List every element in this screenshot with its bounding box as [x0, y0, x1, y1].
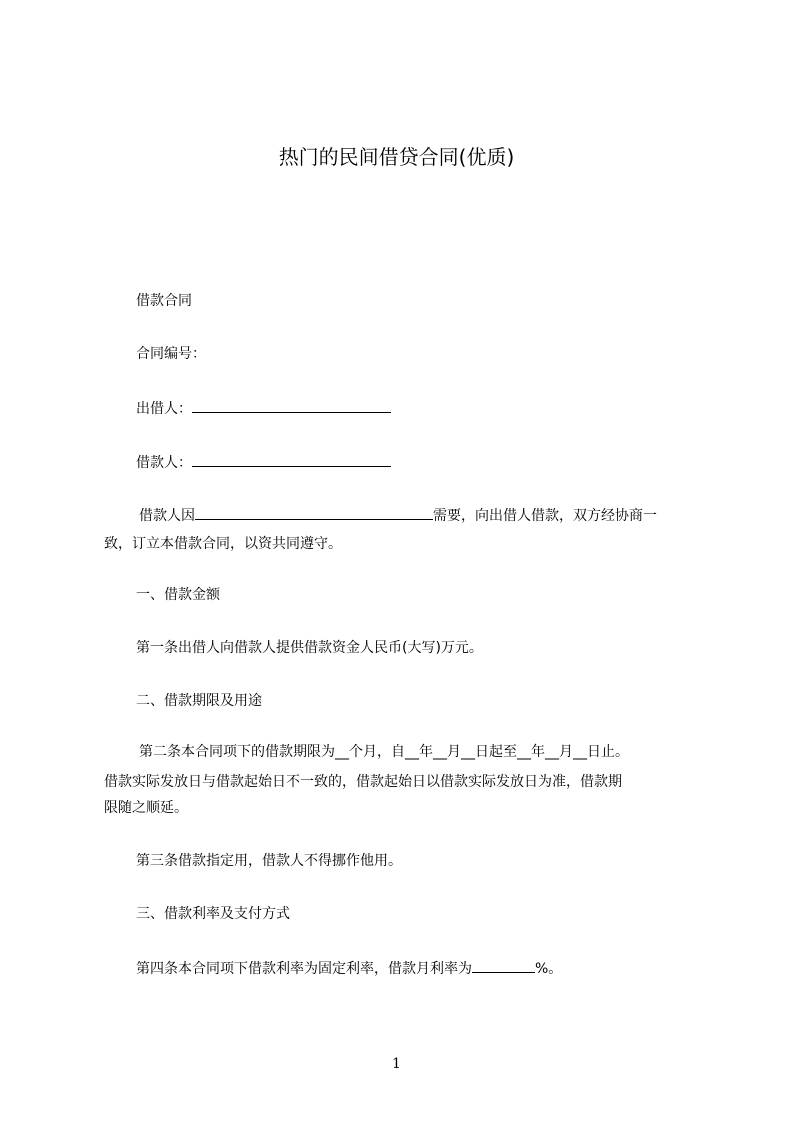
page-number: 1 — [392, 1056, 401, 1072]
article-2-line-2: 借款实际发放日与借款起始日不一致的，借款起始日以借款实际发放日为准，借款期 — [104, 774, 622, 790]
purpose-prefix: 借款人因 — [139, 508, 195, 524]
document-title: 热门的民间借贷合同(优质) — [278, 145, 515, 169]
lender-blank-line[interactable] — [192, 397, 391, 413]
article-3: 第三条借款指定用，借款人不得挪作他用。 — [136, 853, 402, 869]
article-4-row — [136, 957, 562, 979]
article-2-line-3: 限随之顺延。 — [104, 800, 188, 816]
section-3-heading: 三、借款利率及支付方式 — [136, 906, 290, 922]
article-4-suffix: %。 — [535, 961, 563, 977]
article-2-line-1: 第二条本合同项下的借款期限为__个月，自__年__月__日起至__年__月__日止。 — [139, 744, 629, 760]
purpose-suffix: 需要，向出借人借款，双方经协商一 — [433, 508, 657, 524]
purpose-line-2: 致，订立本借款合同，以资共同遵守。 — [104, 536, 342, 552]
contract-heading: 借款合同 — [136, 293, 192, 309]
borrower-blank-line[interactable] — [192, 451, 391, 467]
borrower-label: 借款人： — [136, 455, 192, 471]
section-2-heading: 二、借款期限及用途 — [136, 693, 262, 709]
article-1: 第一条出借人向借款人提供借款资金人民币(大写)万元。 — [136, 640, 483, 656]
lender-row — [136, 397, 391, 419]
section-1-heading: 一、借款金额 — [136, 587, 220, 603]
article-4-prefix: 第四条本合同项下借款利率为固定利率，借款月利率为 — [136, 961, 472, 977]
lender-label: 出借人： — [136, 401, 192, 417]
purpose-row — [139, 504, 657, 526]
contract-number-label: 合同编号： — [136, 346, 206, 362]
interest-rate-blank-line[interactable] — [472, 957, 535, 973]
borrower-row — [136, 451, 391, 473]
purpose-blank-line[interactable] — [195, 504, 433, 520]
